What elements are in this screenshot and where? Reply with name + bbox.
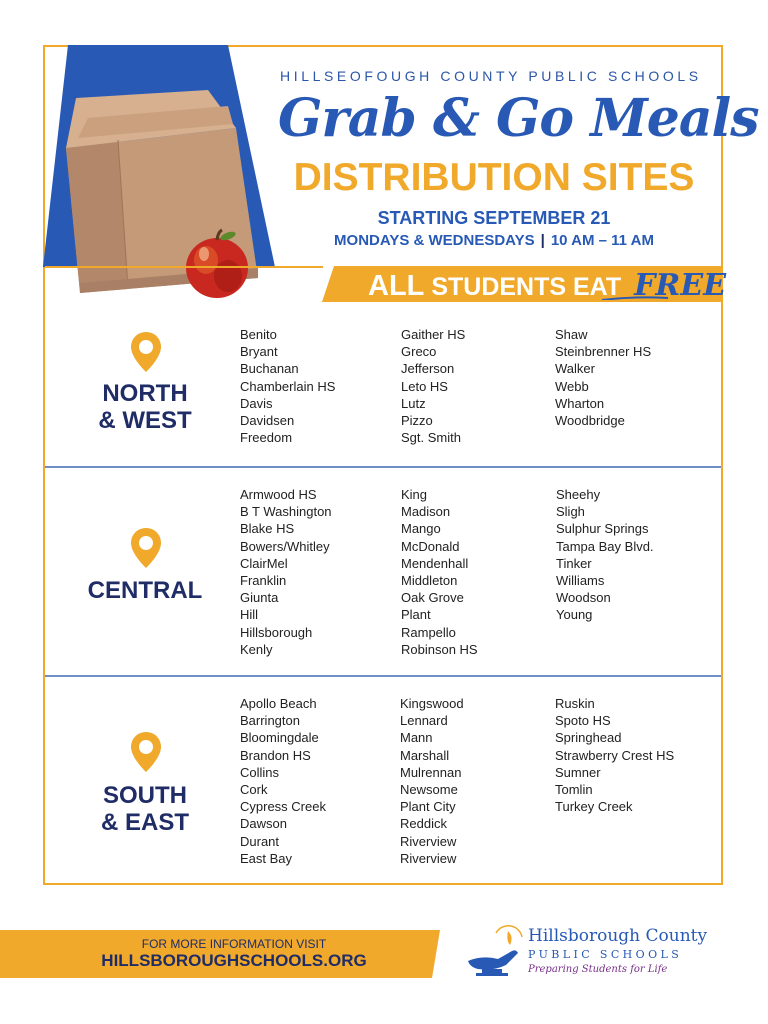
site-name: Mann [400, 730, 433, 746]
site-name: Sgt. Smith [401, 430, 461, 446]
region-south-east [70, 782, 220, 836]
banner-all: ALL [368, 270, 425, 302]
site-column [401, 326, 465, 446]
site-name: Woodson [556, 590, 611, 606]
site-name: Riverview [400, 833, 457, 849]
logo-tagline: Preparing Students for Life [528, 964, 668, 975]
site-name: Apollo Beach [240, 696, 317, 711]
site-name: Jefferson [401, 361, 455, 377]
header-rule [45, 266, 323, 268]
footer-url-link[interactable]: HILLSBOROUGHSCHOOLS.ORG [101, 951, 367, 970]
site-name: Spoto HS [555, 713, 611, 729]
site-name: Madison [401, 504, 451, 520]
location-pin-icon [129, 730, 163, 774]
banner-students-eat: STUDENTS EAT [431, 273, 622, 301]
site-name: Rampello [401, 624, 456, 640]
site-name: Kenly [240, 641, 273, 657]
site-column [555, 326, 651, 429]
site-name: Reddick [400, 816, 447, 832]
schedule [280, 232, 708, 249]
site-name: Newsome [400, 782, 458, 798]
site-name: Walker [555, 361, 595, 377]
site-name: Greco [401, 344, 437, 360]
site-name: Tomlin [555, 782, 593, 798]
site-name: Sulphur Springs [556, 521, 649, 537]
site-name: Tampa Bay Blvd. [556, 538, 654, 554]
site-column [400, 695, 464, 867]
site-name: Blake HS [240, 521, 295, 537]
district-name: HILLSEOFOUGH COUNTY PUBLIC SCHOOLS [280, 68, 702, 84]
site-name: Benito [240, 327, 277, 342]
schedule-separator: | [540, 232, 545, 249]
site-name: Franklin [240, 573, 287, 589]
site-name: Brandon HS [240, 747, 311, 763]
site-name: Kingswood [400, 696, 464, 711]
site-name: Riverview [400, 850, 457, 866]
site-name: Durant [240, 833, 280, 849]
logo-subtitle: PUBLIC SCHOOLS [528, 948, 683, 961]
banner-free: FREE [634, 268, 727, 303]
site-name: Bloomingdale [240, 730, 319, 746]
footer-info-label: FOR MORE INFORMATION VISIT [141, 937, 327, 951]
apple-image [182, 228, 252, 300]
site-name: Webb [555, 378, 589, 394]
site-name: Turkey Creek [555, 799, 633, 815]
location-pin-icon [129, 526, 163, 570]
site-name: Bowers/Whitley [240, 538, 330, 554]
site-name: Mango [401, 521, 441, 537]
site-name: Woodbridge [555, 413, 625, 429]
site-name: McDonald [401, 538, 460, 554]
site-name: Tinker [556, 555, 592, 571]
section-divider [45, 675, 721, 677]
site-name: Wharton [555, 395, 605, 411]
site-name: Davidsen [240, 413, 295, 429]
page-title: Grab & Go Meals [278, 88, 759, 149]
site-name: Oak Grove [401, 590, 464, 606]
site-column [240, 326, 335, 446]
free-underline [600, 296, 670, 300]
region-label-line2: & EAST [100, 809, 189, 836]
site-name: Lutz [401, 395, 426, 411]
region-label-line2: & WEST [98, 407, 192, 434]
site-name: Buchanan [240, 361, 299, 377]
site-name: Davis [240, 395, 273, 411]
lamp-logo-icon [464, 925, 526, 979]
start-date: STARTING SEPTEMBER 21 [377, 208, 611, 228]
site-name: East Bay [240, 850, 293, 866]
banner-text [368, 268, 726, 303]
site-column [401, 486, 478, 658]
site-name: Sumner [555, 764, 601, 780]
site-name: Bryant [240, 344, 278, 360]
site-name: Gaither HS [401, 327, 466, 342]
region-label-line1: NORTH [102, 380, 188, 407]
site-name: Springhead [555, 730, 622, 746]
site-name: ClairMel [240, 555, 288, 571]
site-name: Ruskin [555, 696, 595, 711]
site-column [240, 695, 326, 867]
site-name: Young [556, 607, 593, 623]
region-central [70, 577, 220, 604]
region-label-line1: SOUTH [103, 782, 187, 809]
site-name: Sheehy [556, 487, 601, 502]
site-name: King [401, 487, 428, 502]
site-name: Hillsborough [240, 624, 313, 640]
site-name: Robinson HS [401, 641, 478, 657]
site-name: Cypress Creek [240, 799, 326, 815]
schedule-hours: 10 AM – 11 AM [550, 232, 654, 249]
site-name: Williams [556, 573, 605, 589]
region-north-west [70, 380, 220, 434]
site-name: Lennard [400, 713, 448, 729]
site-column [240, 486, 332, 658]
site-name: Collins [240, 764, 280, 780]
site-name: Giunta [240, 590, 279, 606]
site-name: Freedom [240, 430, 293, 446]
site-name: Mulrennan [400, 764, 462, 780]
logo-name: Hillsborough County [528, 926, 708, 946]
section-divider [45, 466, 721, 468]
site-name: Middleton [401, 573, 458, 589]
site-name: Shaw [555, 327, 588, 342]
location-pin-icon [129, 330, 163, 374]
site-name: Dawson [240, 816, 287, 832]
site-name: Strawberry Crest HS [555, 747, 675, 763]
site-name: Hill [240, 607, 259, 623]
site-name: Leto HS [401, 378, 448, 394]
site-name: Plant [401, 607, 431, 623]
page-subtitle: DISTRIBUTION SITES [293, 156, 695, 199]
site-column [555, 695, 674, 815]
site-name: Chamberlain HS [240, 378, 336, 394]
site-name: Mendenhall [401, 555, 469, 571]
region-label-line1: CENTRAL [87, 577, 203, 604]
site-name: Pizzo [401, 413, 433, 429]
site-name: Marshall [400, 747, 450, 763]
site-name: Steinbrenner HS [555, 344, 652, 360]
site-name: Barrington [240, 713, 300, 729]
schedule-days: MONDAYS & WEDNESDAYS [334, 232, 535, 249]
site-column [556, 486, 654, 624]
site-name: Armwood HS [240, 487, 317, 502]
site-name: Sligh [556, 504, 585, 520]
site-name: Plant City [400, 799, 456, 815]
site-name: Cork [240, 782, 268, 798]
site-name: B T Washington [240, 504, 332, 520]
